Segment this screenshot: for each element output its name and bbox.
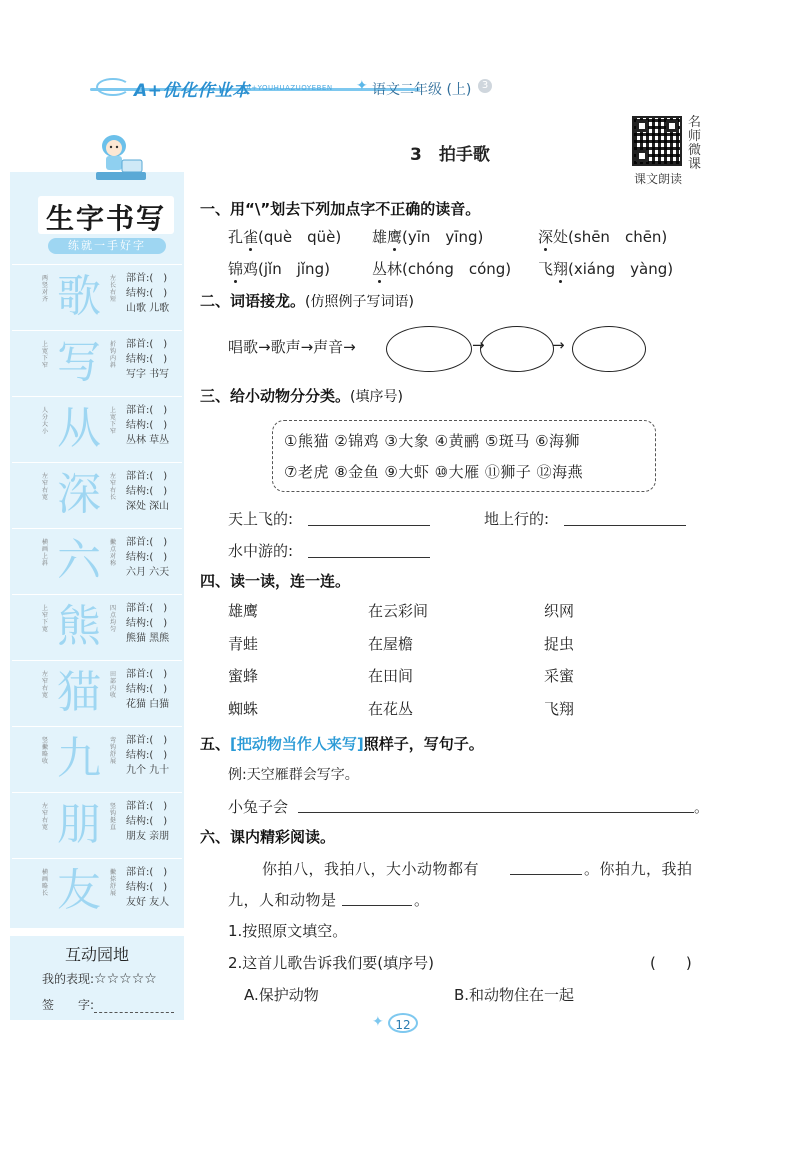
practice-character: 歌 (57, 271, 101, 322)
char-info (126, 403, 196, 448)
example-words: 写字 书写 (126, 369, 170, 380)
word-char: 孔 (228, 228, 244, 246)
char-row (12, 264, 182, 329)
interaction-title: 互动园地 (64, 945, 129, 964)
pinyin-item[interactable] (538, 258, 673, 279)
signature-row: 签 字: (42, 996, 174, 1013)
qr-code-icon[interactable] (632, 116, 682, 166)
water-label: 水中游的: (228, 542, 294, 560)
stroke-tip-right: 竖钩挺直 (110, 803, 117, 831)
question-1: 1.按照原文填空。 (228, 922, 348, 940)
radical-field[interactable]: 部首:( ) (126, 339, 168, 350)
structure-field[interactable]: 结构:( ) (126, 420, 168, 431)
example-words: 朋友 亲朋 (126, 831, 170, 842)
option-b: B.和动物住在一起 (454, 986, 575, 1004)
pinyin-options[interactable]: (què qüè) (258, 228, 342, 246)
stroke-tip-left: 横画上斜 (42, 539, 49, 567)
match-subject[interactable]: 蜘蛛 (228, 699, 259, 718)
structure-field[interactable]: 结构:( ) (126, 750, 168, 761)
water-answer-line[interactable] (308, 557, 430, 558)
char-row (12, 858, 182, 923)
stroke-tip-left: 横画略长 (42, 869, 49, 897)
section-4-title: 四、读一读，连一连。 (200, 572, 351, 590)
structure-field[interactable]: 结构:( ) (126, 354, 168, 365)
practice-character: 猫 (57, 667, 101, 718)
chain-oval-2[interactable] (480, 326, 554, 372)
char-row (12, 594, 182, 659)
practice-character: 写 (57, 337, 101, 388)
stroke-tip-right: 撇捺舒展 (110, 869, 117, 897)
match-subject[interactable]: 青蛙 (228, 634, 259, 653)
char-row (12, 726, 182, 791)
stroke-tip-right: 弯钩舒展 (110, 737, 117, 765)
radical-field[interactable]: 部首:( ) (126, 669, 168, 680)
match-action[interactable]: 织网 (544, 602, 575, 620)
stroke-tip-right: 田部内收 (110, 671, 117, 699)
match-place[interactable]: 在云彩间 (368, 602, 429, 620)
char-info (126, 667, 196, 712)
practice-character: 六 (57, 535, 101, 586)
chain-oval-3[interactable] (572, 326, 646, 372)
structure-field[interactable]: 结构:( ) (126, 552, 168, 563)
stroke-tip-left: 左窄右宽 (42, 803, 49, 831)
example-words: 山歌 儿歌 (126, 303, 170, 314)
example-words: 熊猫 黑熊 (126, 633, 170, 644)
match-action[interactable]: 采蜜 (544, 667, 575, 685)
brand-swirl-icon (96, 78, 130, 96)
stroke-tip-right: 撇点对称 (110, 539, 117, 567)
radical-field[interactable]: 部首:( ) (126, 471, 168, 482)
structure-field[interactable]: 结构:( ) (126, 618, 168, 629)
stroke-tip-right: 左窄右长 (110, 473, 117, 501)
match-place[interactable]: 在花丛 (368, 699, 414, 718)
sentence-end: 。 (694, 798, 710, 816)
example-words: 深处 深山 (126, 501, 170, 512)
reading-line-1b: 。你拍九，我拍 (584, 860, 693, 878)
qr-vertical-label: 名 师 微 课 (688, 115, 702, 172)
example-words: 友好 友人 (126, 897, 170, 908)
practice-character: 深 (57, 469, 101, 520)
word-chain: 唱歌→歌声→声音→ (228, 338, 356, 356)
practice-character: 从 (57, 403, 101, 454)
practice-character: 友 (57, 865, 101, 916)
animal-list-row-2: ⑦老虎 ⑧金鱼 ⑨大虾 ⑩大雁 ⑪狮子 ⑫海燕 (284, 463, 584, 481)
sentence-answer-line[interactable] (298, 812, 694, 813)
writing-title: 生字书写 (45, 202, 166, 235)
grade-number-badge: 3 (478, 79, 492, 93)
match-action[interactable]: 捉虫 (544, 634, 575, 653)
sky-answer-line[interactable] (308, 525, 430, 526)
section-1-title: 一、用“\”划去下列加点字不正确的读音。 (200, 200, 481, 218)
char-info (126, 271, 196, 316)
star-icon: ✦ (372, 1014, 384, 1030)
pinyin-options[interactable]: (xiáng yàng) (568, 260, 674, 278)
animal-list-row-1: ①熊猫 ②锦鸡 ③大象 ④黄鹂 ⑤斑马 ⑥海狮 (284, 432, 581, 450)
brand-subtitle: A+YOUHUAZUOYEBEN (246, 84, 333, 92)
star-icon: ✦ (356, 78, 368, 94)
word-char: 雄 (372, 228, 388, 246)
stroke-tip-left: 左窄右宽 (42, 671, 49, 699)
practice-character: 九 (57, 733, 101, 784)
grade-label: 语文二年级 (上) (372, 82, 472, 98)
char-info (126, 733, 196, 778)
pinyin-item[interactable] (228, 226, 341, 247)
char-info (126, 337, 196, 382)
performance-row: 我的表现:☆☆☆☆☆ (42, 971, 157, 987)
sentence-prompt: 小兔子会 (228, 798, 289, 816)
pinyin-item[interactable] (538, 226, 667, 247)
stroke-tip-left: 上宽下窄 (42, 341, 49, 369)
word-char: 翔 (553, 260, 569, 278)
chain-arrow-icon: → (552, 336, 565, 354)
radical-field[interactable]: 部首:( ) (126, 273, 168, 284)
example-sentence: 例:天空雁群会写字。 (228, 767, 359, 783)
section-3-title: 三、给小动物分分类。(填序号) (200, 387, 403, 405)
structure-field[interactable]: 结构:( ) (126, 486, 168, 497)
radical-field[interactable]: 部首:( ) (126, 603, 168, 614)
pinyin-item[interactable] (228, 258, 330, 279)
radical-field[interactable]: 部首:( ) (126, 537, 168, 548)
stroke-tip-right: 四点均匀 (110, 605, 117, 633)
char-row (12, 396, 182, 461)
stroke-tip-right: 折钩内斜 (110, 341, 117, 369)
radical-field[interactable]: 部首:( ) (126, 735, 168, 746)
reading-line-2b: 。 (414, 891, 430, 909)
ground-answer-line[interactable] (564, 525, 686, 526)
char-row (12, 792, 182, 857)
word-char: 飞 (538, 260, 554, 278)
pinyin-options[interactable]: (yīn yīng) (402, 228, 484, 246)
char-row (12, 462, 182, 527)
structure-field[interactable]: 结构:( ) (126, 684, 168, 695)
stroke-tip-left: 人分大小 (42, 407, 49, 435)
match-subject[interactable]: 雄鹰 (228, 602, 259, 620)
char-row (12, 330, 182, 395)
match-action[interactable]: 飞翔 (544, 699, 575, 718)
page-title: 3 拍手歌 (410, 145, 490, 165)
answer-paren[interactable]: ( ) (650, 954, 692, 972)
stroke-tip-left: 上窄下宽 (42, 605, 49, 633)
example-words: 丛林 草丛 (126, 435, 170, 446)
stroke-tip-left: 左窄右宽 (42, 473, 49, 501)
radical-field[interactable]: 部首:( ) (126, 405, 168, 416)
match-place[interactable]: 在田间 (368, 667, 414, 685)
pinyin-options[interactable]: (shēn chēn) (568, 228, 668, 246)
reading-blank-1[interactable] (510, 874, 582, 875)
word-char: 雀 (243, 228, 259, 246)
char-info (126, 601, 196, 646)
match-place[interactable]: 在屋檐 (368, 634, 414, 653)
radical-field[interactable]: 部首:( ) (126, 867, 168, 878)
example-words: 花猫 白猫 (126, 699, 170, 710)
structure-field[interactable]: 结构:( ) (126, 288, 168, 299)
ground-label: 地上行的: (484, 510, 550, 528)
stroke-tip-left: 两竖对齐 (42, 275, 49, 303)
option-a: A.保护动物 (244, 986, 319, 1004)
word-char: 锦 (228, 260, 244, 278)
word-char: 深 (538, 228, 554, 246)
structure-field[interactable]: 结构:( ) (126, 882, 168, 893)
page-number: 12 (388, 1013, 418, 1033)
rating-stars[interactable]: ☆☆☆☆☆ (94, 971, 157, 987)
mascot-icon (92, 132, 150, 188)
pinyin-options[interactable]: (jǐn jǐng) (258, 260, 330, 278)
qr-caption: 课文朗读 (634, 172, 683, 186)
word-char: 林 (387, 260, 403, 278)
pinyin-item[interactable] (372, 226, 483, 247)
section-6-title: 六、课内精彩阅读。 (200, 828, 336, 846)
writing-subtitle: 练就一手好字 (48, 238, 166, 254)
sky-label: 天上飞的: (228, 510, 294, 528)
char-info (126, 799, 196, 844)
structure-field[interactable]: 结构:( ) (126, 816, 168, 827)
chain-oval-1[interactable] (386, 326, 472, 372)
practice-character: 朋 (57, 799, 101, 850)
char-info (126, 535, 196, 580)
practice-character: 熊 (57, 601, 101, 652)
word-char: 鹰 (387, 228, 403, 246)
reading-blank-2[interactable] (342, 905, 412, 906)
question-2: 2.这首儿歌告诉我们要(填序号) (228, 954, 435, 972)
section-5-title: 五、[把动物当作人来写]照样子，写句子。 (200, 735, 484, 753)
char-info (126, 865, 196, 910)
example-words: 九个 九十 (126, 765, 170, 776)
word-char: 鸡 (243, 260, 259, 278)
word-char: 丛 (372, 260, 388, 278)
brand-logo: A+优化作业本 (134, 81, 250, 101)
chain-arrow-icon: → (472, 336, 485, 354)
match-subject[interactable]: 蜜蜂 (228, 667, 259, 685)
reading-line-2a: 九，人和动物是 (228, 891, 337, 909)
radical-field[interactable]: 部首:( ) (126, 801, 168, 812)
pinyin-options[interactable]: (chóng cóng) (402, 260, 512, 278)
char-row (12, 660, 182, 725)
example-words: 六月 六天 (126, 567, 170, 578)
char-row (12, 528, 182, 593)
stroke-tip-right: 左长右短 (110, 275, 117, 303)
char-info (126, 469, 196, 514)
signature-field[interactable] (94, 1012, 174, 1013)
pinyin-item[interactable] (372, 258, 511, 279)
reading-line-1a: 你拍八，我拍八，大小动物都有 (262, 860, 480, 878)
section-2-title: 二、词语接龙。(仿照例子写词语) (200, 292, 414, 310)
section-5-highlight: [把动物当作人来写] (230, 735, 364, 753)
word-char: 处 (553, 228, 569, 246)
stroke-tip-right: 上宽下窄 (110, 407, 117, 435)
stroke-tip-left: 竖撇略收 (42, 737, 49, 765)
